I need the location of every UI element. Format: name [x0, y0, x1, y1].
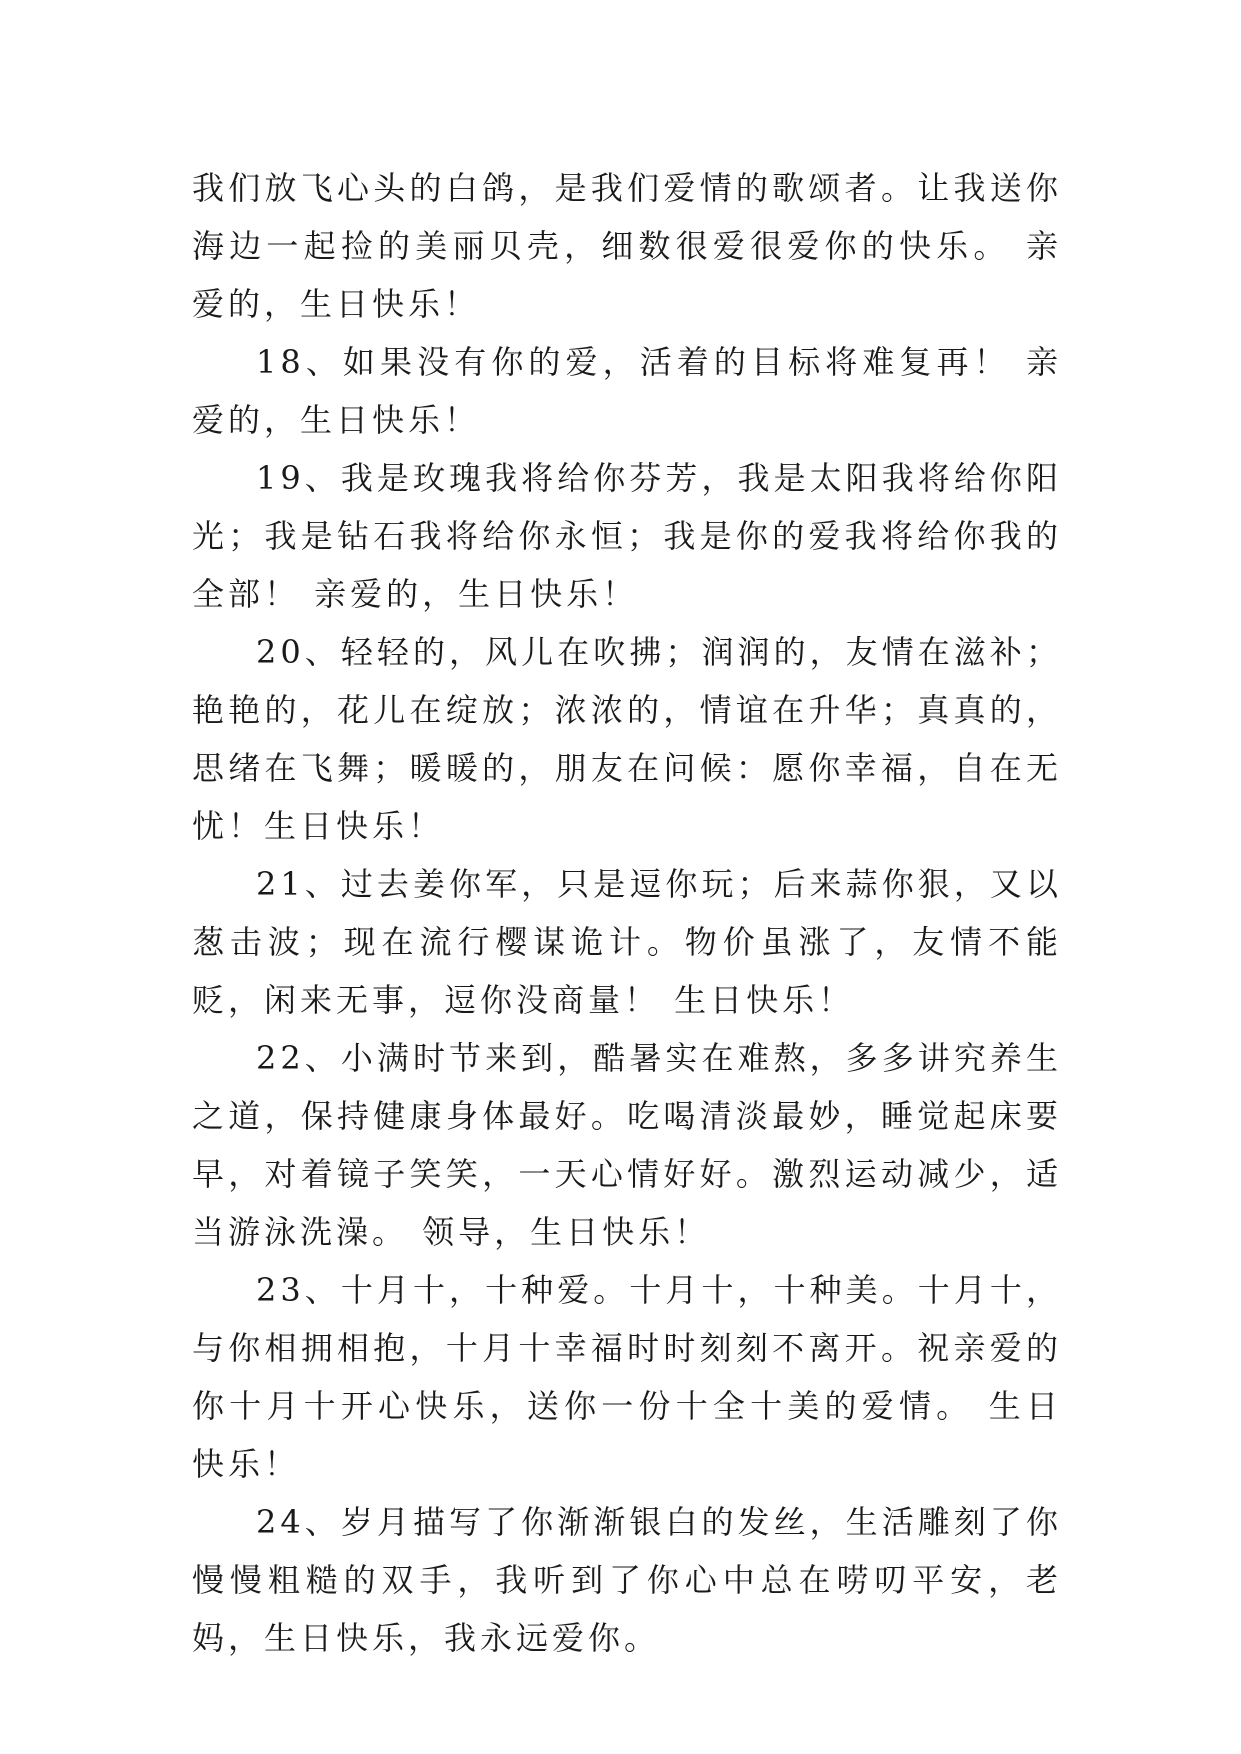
paragraph-21: 21、过去姜你军，只是逗你玩；后来蒜你狠，又以葱击波；现在流行樱谋诡计。物价虽涨了，友情不能贬，闲来无事，逗你没商量！ 生日快乐！	[192, 865, 1062, 1019]
paragraph-18: 18、如果没有你的爱，活着的目标将难复再！ 亲爱的，生日快乐！	[192, 343, 1062, 439]
paragraph-20: 20、轻轻的，风儿在吹拂；润润的，友情在滋补；艳艳的，花儿在绽放；浓浓的，情谊在升华；真真的，思绪在飞舞；暖暖的，朋友在问候：愿你幸福，自在无忧！生日快乐！	[192, 633, 1062, 845]
paragraph-23: 23、十月十，十种爱。十月十，十种美。十月十，与你相拥相抱，十月十幸福时时刻刻不离开。祝亲爱的你十月十开心快乐，送你一份十全十美的爱情。 生日快乐！	[192, 1271, 1062, 1483]
document-body	[192, 159, 1062, 1667]
paragraph-continued: 我们放飞心头的白鸽，是我们爱情的歌颂者。让我送你海边一起捡的美丽贝壳，细数很爱很爱你的快乐。 亲爱的，生日快乐！	[192, 169, 1062, 323]
paragraph-24: 24、岁月描写了你渐渐银白的发丝，生活雕刻了你慢慢粗糙的双手，我听到了你心中总在唠叨平安，老妈，生日快乐，我永远爱你。	[192, 1503, 1062, 1657]
paragraph-19: 19、我是玫瑰我将给你芬芳，我是太阳我将给你阳光；我是钻石我将给你永恒；我是你的爱我将给你我的全部！ 亲爱的，生日快乐！	[192, 459, 1062, 613]
paragraph-22: 22、小满时节来到，酷暑实在难熬，多多讲究养生之道，保持健康身体最好。吃喝清淡最妙，睡觉起床要早，对着镜子笑笑，一天心情好好。激烈运动减少，适当游泳洗澡。 领导，生日快乐！	[192, 1039, 1062, 1251]
